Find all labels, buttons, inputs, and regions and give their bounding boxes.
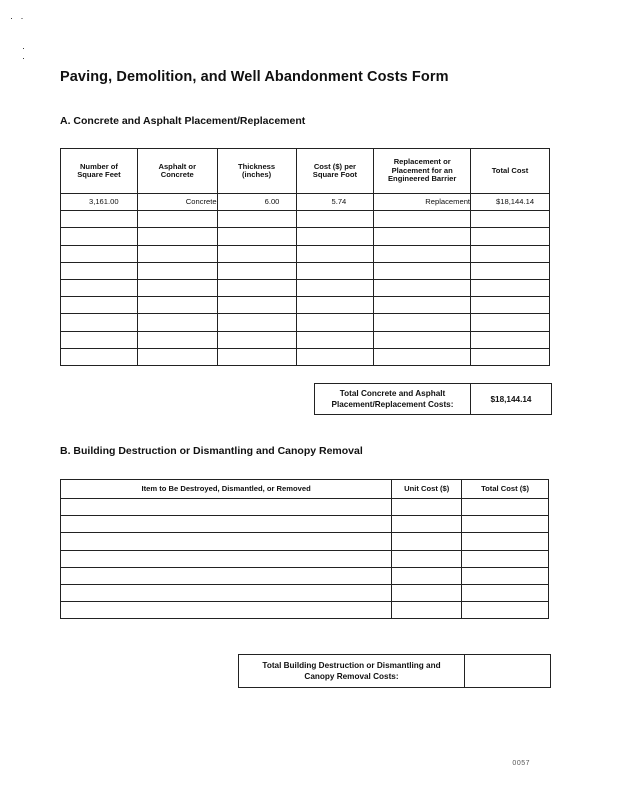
cell-sqft: 3,161.00 [61, 194, 138, 211]
col-header-total: Total Cost [471, 149, 550, 194]
cell-placement: Replacement [374, 194, 471, 211]
table-header-row [61, 149, 550, 194]
table-row [61, 550, 549, 567]
page-stamp: 0057 [512, 760, 530, 767]
section-a-total-box [314, 383, 552, 415]
cell-cost-per-sqft: 5.74 [296, 194, 374, 211]
cell-material: Concrete [137, 194, 217, 211]
col-header-sqft: Number of Square Feet [61, 149, 138, 194]
col-header-thickness: Thickness (inches) [217, 149, 296, 194]
table-row [61, 533, 549, 550]
section-b-total-value [465, 655, 550, 687]
table-row [61, 314, 550, 331]
section-b-heading: B. Building Destruction or Dismantling and Canopy Removal [60, 445, 363, 457]
section-b-total-label: Total Building Destruction or Dismantling and Canopy Removal Costs: [239, 655, 465, 687]
table-row [61, 499, 549, 516]
table-row [61, 567, 549, 584]
concrete-asphalt-table [60, 148, 550, 366]
section-b-total-box [238, 654, 551, 688]
table-row [61, 297, 550, 314]
cell-thickness: 6.00 [217, 194, 296, 211]
col-header-placement: Replacement or Placement for an Engineered Barrier [374, 149, 471, 194]
table-row [61, 602, 549, 619]
col-header-item: Item to Be Destroyed, Dismantled, or Removed [61, 480, 392, 499]
table-row [61, 228, 550, 245]
table-row [61, 262, 550, 279]
col-header-cost-per-sqft: Cost ($) per Square Foot [296, 149, 374, 194]
table-row [61, 348, 550, 365]
section-a-heading: A. Concrete and Asphalt Placement/Replacement [60, 115, 306, 127]
table-row [61, 211, 550, 228]
table-row [61, 331, 550, 348]
table-row [61, 584, 549, 601]
col-header-unit-cost: Unit Cost ($) [392, 480, 462, 499]
building-destruction-table [60, 479, 549, 619]
table-row [61, 516, 549, 533]
form-title: Paving, Demolition, and Well Abandonment Costs Form [60, 69, 449, 85]
col-header-material: Asphalt or Concrete [137, 149, 217, 194]
table-row [61, 245, 550, 262]
section-a-total-label: Total Concrete and Asphalt Placement/Replacement Costs: [315, 384, 471, 414]
col-header-total-cost: Total Cost ($) [462, 480, 549, 499]
table-header-row [61, 480, 549, 499]
cell-total: $18,144.14 [471, 194, 550, 211]
table-row [61, 279, 550, 296]
section-a-total-value: $18,144.14 [490, 394, 532, 404]
table-row [61, 194, 550, 211]
